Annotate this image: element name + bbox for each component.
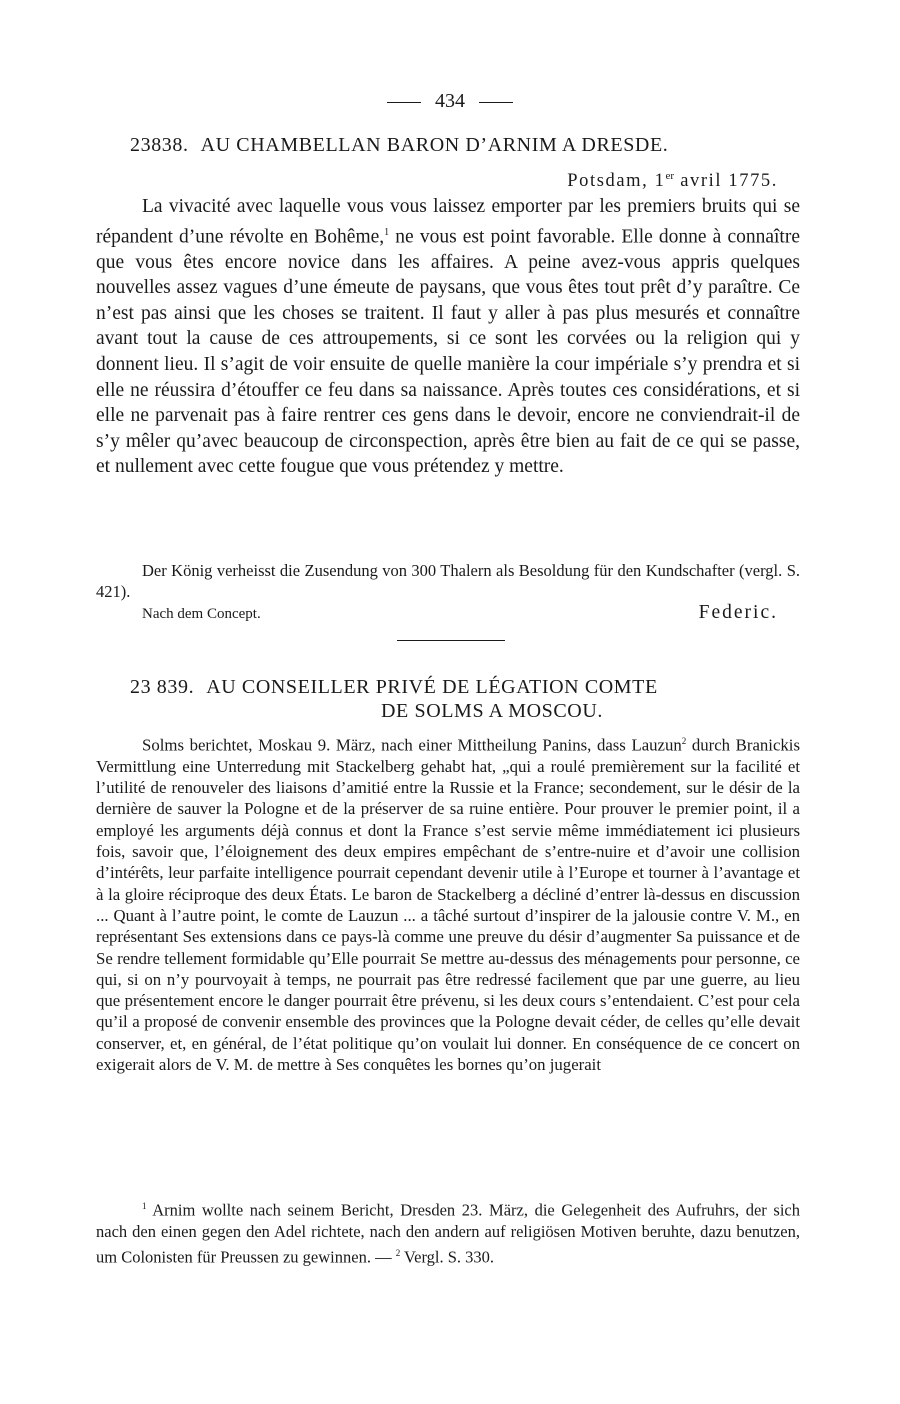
dateline-sup: er [665, 170, 675, 182]
letter-1-body-text-a: La vivacité avec laquelle vous vous laissez emporter par les premiers bruits qui se répandent d’une révolte en Bohême, [96, 196, 800, 248]
footnote-1-text: Arnim wollte nach seinem Bericht, Dresden 23. März, die Gelegenheit des Aufruhrs, der sich nach den einen gegen den Adel richtete, nach den andern auf religiösen Motiven beruhte, dazu benutzen, um Colonisten für Preussen zu gewinnen. — [96, 1200, 800, 1266]
letter-1-title: AU CHAMBELLAN BARON D’ARNIM A DRESDE. [200, 134, 669, 156]
footnote-1-mark: 1 [142, 1201, 147, 1211]
letter-1-body-text-b: ne vous est point favorable. Elle donne à connaître que vous êtes encore novice dans les affaires. A peine avez-vous appris quelques nouvelles assez vagues d’une émeute de paysans, que vous êtes tout prêt d’y paraître. Ce n’est pas ainsi que les choses se traitent. Il faut y aller à pas plus mesurés et connaître avant tout la cause de ces attroupements, si ce sont les corvées ou la religion qui y donnent lieu. Il s’agit de voir ensuite de quelle manière la cour impériale s’y prendra et si elle ne réussira d’étouffer ce feu dans sa naissance. Après toutes ces considérations, et si elle ne parvenait pas à faire rentrer ces gens dans le devoir, encore ne conviendrait-il de s’y mêler qu’avec beaucoup de circonspection, après être bien au fait de ce qui se passe, et nullement avec cette fougue que vous prétendez y mettre. [96, 226, 800, 478]
dateline-rest: avril 1775. [674, 171, 778, 192]
letter-2-body-text-a: Solms berichtet, Moskau 9. März, nach einer Mittheilung Panins, dass Lauzun [142, 735, 682, 755]
letter-1-body [96, 194, 800, 480]
letter-1-paragraph [96, 194, 800, 480]
letter-1-heading [130, 132, 790, 158]
footnote-2-text: Vergl. S. 330. [400, 1247, 495, 1266]
running-head [0, 88, 900, 114]
letter-1-editor-note [96, 560, 800, 602]
letter-1-source-line [142, 602, 778, 628]
letter-2-number: 23 839. [130, 676, 195, 698]
page-number: 434 [435, 90, 465, 112]
footnotes [96, 1196, 800, 1268]
letter-2-body-text-b: durch Branickis Vermittlung eine Unterredung mit Stackelberg gehabt hat, „qui a roulé premièrement sur la facilité et l’utilité de renouveler des liaisons d’amitié entre la Russie et la France; secondement, sur le désir de la dernière de sauver la Pologne et de la préserver de sa ruine entière. Pour prouver le premier point, il a employé les arguments déjà connus et dont la France s’est servie même immédiatement ici plusieurs fois, savoir que, l’éloignement des deux empires empêchant de s’entre-nuire et d’avoir une collision d’intérêts, leur parfaite intelligence pourrait cependant devenir utile à l’Europe et tourner à l’avantage et à la gloire réciproque des deux États. Le baron de Stackelberg a décliné d’entrer là-dessus en discussion ... Quant à l’autre point, le comte de Lauzun ... a tâché surtout d’inspirer de la jalousie contre V. M., en représentant Ses extensions dans ce pays-là comme une preuve du désir d’augmenter Sa puissance et de Se rendre tellement formidable qu’Elle pourrait Se mettre au-dessus des ménagements pour personne, ce qui, si on n’y pourvoyait à temps, ne pourrait pas être redressé facilement que par une guerre, au lieu que présentement encore le danger pourrait être prévenu, si les deux cours s’entendaient. C’est pour cela qu’il a proposé de convenir ensemble des provinces que la Pologne devait céder, de celles qu’elle devait conserver, et, en général, de l’état politique qu’on voulait lui donner. En conséquence de ce concert on exigerait alors de V. M. de mettre à Ses conquêtes les bornes qu’on jugerait [96, 735, 800, 1075]
footnote-2-mark: 2 [395, 1247, 401, 1258]
section-divider [397, 640, 505, 641]
runhead-dash-right [479, 102, 513, 103]
editor-note-text: Der König verheisst die Zusendung von 300 Thalern als Besoldung für den Kundschafter (vergl. S. 421). [96, 561, 800, 601]
signature: Federic. [698, 602, 778, 623]
letter-2-title-line-2: DE SOLMS A MOSCOU. [381, 700, 603, 722]
letter-2-heading [130, 675, 790, 723]
footnote-ref-1: 1 [384, 226, 390, 238]
letter-2-heading-line-1 [130, 675, 790, 699]
letter-2-body [96, 731, 800, 1075]
letter-2-title-line-1: AU CONSEILLER PRIVÉ DE LÉGATION COMTE [206, 676, 658, 698]
letter-2-paragraph [96, 731, 800, 1075]
runhead-dash-left [387, 102, 421, 103]
footnote-ref-2: 2 [681, 736, 687, 746]
source-note: Nach dem Concept. [142, 606, 261, 622]
letter-1-dateline [96, 164, 778, 193]
dateline-place: Potsdam, 1 [567, 171, 666, 192]
footnote-paragraph [96, 1196, 800, 1268]
letter-1-number: 23838. [130, 134, 189, 156]
